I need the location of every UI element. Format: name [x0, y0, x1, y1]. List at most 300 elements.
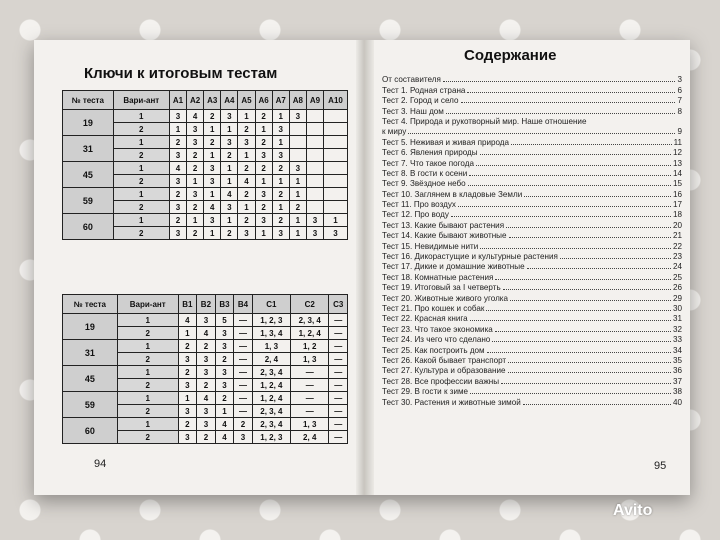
answer-cell: 2 — [238, 188, 255, 201]
toc-leader-dots — [560, 258, 671, 259]
toc-entry-title: Тест 26. Какой бывает транспорт — [382, 355, 507, 365]
answer-cell: 3 — [178, 431, 197, 444]
toc-leader-dots — [480, 154, 671, 155]
column-header: № теста — [63, 295, 118, 314]
answer-cell: 2 — [169, 136, 186, 149]
answer-cell: 2 — [215, 353, 234, 366]
toc-entry — [382, 261, 682, 271]
answer-cell — [324, 123, 348, 136]
variant-cell: 1 — [117, 340, 178, 353]
answer-cell: — — [329, 353, 348, 366]
answer-cell: 1 — [272, 201, 289, 214]
table-row — [63, 314, 348, 327]
toc-leader-dots — [446, 113, 676, 114]
toc-leader-dots — [470, 320, 671, 321]
answer-cell: 4 — [169, 162, 186, 175]
toc-leader-dots — [467, 92, 675, 93]
test-number-cell: 45 — [63, 162, 114, 188]
answer-cell — [306, 188, 323, 201]
toc-leader-dots — [508, 372, 671, 373]
variant-cell: 2 — [113, 201, 169, 214]
test-number-cell: 31 — [63, 136, 114, 162]
answer-cell: 2 — [187, 227, 204, 240]
answer-cell: 4 — [204, 201, 221, 214]
answer-cell: 1 — [221, 162, 238, 175]
test-number-cell: 45 — [63, 366, 118, 392]
column-header: В2 — [197, 295, 216, 314]
answer-cell — [289, 149, 306, 162]
answer-cell: 3 — [197, 353, 216, 366]
answer-cell: 1 — [289, 188, 306, 201]
toc-entry-title: Тест 21. Про кошек и собак — [382, 303, 485, 313]
answer-cell — [324, 149, 348, 162]
answer-cell: 1 — [255, 123, 272, 136]
answer-cell: 3 — [178, 353, 197, 366]
answer-cell: 1 — [255, 227, 272, 240]
variant-cell: 2 — [113, 149, 169, 162]
answer-cell: 3 — [255, 188, 272, 201]
answer-cell: 1, 2, 3 — [252, 314, 290, 327]
answer-cell: 2 — [221, 227, 238, 240]
variant-cell: 1 — [113, 110, 169, 123]
answer-cell: — — [234, 392, 253, 405]
table-row — [63, 366, 348, 379]
variant-cell: 1 — [117, 366, 178, 379]
answer-cell: 3 — [215, 379, 234, 392]
answer-cell: 3 — [169, 110, 186, 123]
answer-cell: 3 — [215, 340, 234, 353]
answer-cell: 2, 3, 4 — [291, 314, 329, 327]
toc-entry — [382, 344, 682, 354]
answer-cell: 2 — [187, 162, 204, 175]
toc-entry — [382, 84, 682, 94]
answer-cell: 1 — [272, 175, 289, 188]
answer-cell: 3 — [169, 227, 186, 240]
answer-cell: 1 — [178, 327, 197, 340]
toc-leader-dots — [511, 144, 672, 145]
column-header: В1 — [178, 295, 197, 314]
table-row — [63, 110, 348, 123]
toc-entry-page: 34 — [672, 345, 682, 355]
toc-entry — [382, 323, 682, 333]
answer-cell: — — [329, 327, 348, 340]
toc-entry-page: 20 — [672, 220, 682, 230]
variant-cell: 1 — [113, 136, 169, 149]
answer-cell: 3 — [221, 136, 238, 149]
toc-entry — [382, 95, 682, 105]
avito-watermark: Avito — [613, 502, 653, 519]
answer-cell: — — [234, 379, 253, 392]
column-header: А3 — [204, 91, 221, 110]
answer-cell: 3 — [187, 188, 204, 201]
answer-cell — [289, 123, 306, 136]
answer-cell: — — [329, 431, 348, 444]
toc-leader-dots — [487, 352, 671, 353]
answer-cell: 1, 3 — [252, 340, 290, 353]
column-header: А4 — [221, 91, 238, 110]
toc-entry-page: 12 — [672, 148, 682, 158]
variant-cell: 2 — [113, 175, 169, 188]
toc-entry-title: Тест 24. Из чего что сделано — [382, 335, 491, 345]
answer-cell: 1 — [187, 214, 204, 227]
toc-leader-dots — [492, 341, 671, 342]
toc-entry — [382, 219, 682, 229]
answer-cell: 3 — [289, 110, 306, 123]
table-header-row — [63, 91, 348, 110]
toc-entry-page: 25 — [672, 272, 682, 282]
toc-entry — [382, 147, 682, 157]
answer-cell: — — [329, 366, 348, 379]
toc-entry-title: Тест 29. В гости к зиме — [382, 387, 469, 397]
toc-entry-page: 6 — [677, 85, 682, 95]
test-number-cell: 59 — [63, 392, 118, 418]
toc-entry-page: 15 — [672, 179, 682, 189]
toc-entry — [382, 188, 682, 198]
toc-entry — [382, 178, 682, 188]
answer-cell: 3 — [187, 136, 204, 149]
answer-cell: 1 — [204, 123, 221, 136]
answer-cell: 3 — [221, 201, 238, 214]
answer-cell: 3 — [169, 149, 186, 162]
answer-cell: 2 — [255, 162, 272, 175]
answer-cell: 3 — [306, 227, 323, 240]
toc-entry-title: Тест 9. Звёздное небо — [382, 179, 466, 189]
toc-entry-page: 40 — [672, 397, 682, 407]
answer-cell: 3 — [178, 379, 197, 392]
test-number-cell: 19 — [63, 314, 118, 340]
answer-cell: 3 — [272, 123, 289, 136]
answer-cell: 1 — [221, 214, 238, 227]
toc-entry — [382, 313, 682, 323]
answer-cell: 2 — [178, 340, 197, 353]
answer-cell: 1 — [215, 405, 234, 418]
toc-entry — [382, 168, 682, 178]
variant-cell: 1 — [117, 314, 178, 327]
answer-cell: 1 — [324, 214, 348, 227]
toc-entry-title: Тест 11. Про воздух — [382, 200, 456, 210]
answer-cell: 2 — [197, 379, 216, 392]
column-header: А9 — [306, 91, 323, 110]
answer-cell: 3 — [215, 327, 234, 340]
column-header: А2 — [187, 91, 204, 110]
answer-cell: 3 — [238, 227, 255, 240]
answer-cell: 1 — [272, 136, 289, 149]
toc-entry-title: Тест 5. Неживая и живая природа — [382, 137, 510, 147]
answer-keys-table-bc — [62, 294, 348, 444]
page-number-left: 94 — [94, 458, 107, 470]
answer-cell: 2 — [255, 110, 272, 123]
toc-entry — [382, 126, 682, 136]
toc-entry — [382, 157, 682, 167]
toc-entry-title: Тест 15. Невидимые нити — [382, 241, 479, 251]
answer-keys-table-a — [62, 90, 348, 240]
answer-cell — [324, 175, 348, 188]
toc-entry-title: Тест 2. Город и село — [382, 96, 459, 106]
answer-cell: 3 — [169, 175, 186, 188]
test-number-cell: 31 — [63, 340, 118, 366]
answer-cell: 2, 4 — [252, 353, 290, 366]
answer-cell: 1, 2, 4 — [252, 379, 290, 392]
answer-cell: 2 — [234, 418, 253, 431]
answer-cell: 2 — [197, 431, 216, 444]
toc-leader-dots — [503, 289, 671, 290]
answer-cell: — — [291, 405, 329, 418]
answer-cell: 1 — [272, 110, 289, 123]
toc-entry-page: 38 — [672, 387, 682, 397]
answer-cell: 1, 3 — [291, 418, 329, 431]
table-row — [63, 188, 348, 201]
answer-cell: 3 — [187, 123, 204, 136]
toc-entry — [382, 230, 682, 240]
answer-cell: 1 — [204, 227, 221, 240]
column-header: В3 — [215, 295, 234, 314]
toc-entry-page: 14 — [672, 168, 682, 178]
toc-leader-dots — [468, 185, 671, 186]
toc-entry — [382, 396, 682, 406]
answer-cell: 2 — [204, 136, 221, 149]
toc-leader-dots — [469, 175, 671, 176]
answer-cell: 4 — [178, 314, 197, 327]
column-header: А10 — [324, 91, 348, 110]
answer-cell: 2 — [238, 123, 255, 136]
answer-cell: 3 — [178, 405, 197, 418]
table-row — [63, 136, 348, 149]
answer-cell: 1 — [238, 110, 255, 123]
answer-cell: 2 — [238, 214, 255, 227]
answer-cell: 2 — [178, 418, 197, 431]
answer-cell: 1, 2, 4 — [291, 327, 329, 340]
toc-leader-dots — [480, 248, 671, 249]
toc-entry-page: 16 — [672, 189, 682, 199]
toc-entry-title: Тест 6. Явления природы — [382, 148, 478, 158]
toc-entry-title: Тест 22. Красная книга — [382, 314, 468, 324]
answer-cell — [306, 123, 323, 136]
answer-cell: 2 — [272, 162, 289, 175]
toc-leader-dots — [408, 133, 675, 134]
toc-entry-title: Тест 27. Культура и образование — [382, 366, 506, 376]
variant-cell: 2 — [117, 327, 178, 340]
answer-cell: 3 — [197, 418, 216, 431]
column-header: А5 — [238, 91, 255, 110]
open-book — [34, 40, 690, 495]
answer-cell: — — [234, 340, 253, 353]
toc-entry-page: 36 — [672, 366, 682, 376]
toc-leader-dots — [506, 227, 671, 228]
toc-entry-page: 30 — [672, 303, 682, 313]
answer-cell: 3 — [234, 431, 253, 444]
toc-entry-page: 29 — [672, 293, 682, 303]
toc-entry-page: 3 — [677, 75, 682, 85]
answer-cell — [324, 201, 348, 214]
answer-cell — [306, 136, 323, 149]
toc-entry — [382, 199, 682, 209]
toc-leader-dots — [495, 279, 671, 280]
variant-cell: 1 — [117, 392, 178, 405]
toc-entry — [382, 292, 682, 302]
answer-cell — [289, 136, 306, 149]
table-row — [63, 162, 348, 175]
answer-cell: — — [291, 379, 329, 392]
toc-entry-page: 13 — [672, 158, 682, 168]
answer-cell: — — [234, 405, 253, 418]
answer-cell: 2 — [221, 149, 238, 162]
table-row — [63, 214, 348, 227]
answer-cell: 3 — [289, 162, 306, 175]
toc-leader-dots — [508, 362, 671, 363]
answer-cell — [306, 201, 323, 214]
toc-entry — [382, 355, 682, 365]
answer-cell: 1 — [204, 188, 221, 201]
answer-cell: 1, 2 — [291, 340, 329, 353]
answer-cell: 2 — [204, 110, 221, 123]
toc-entry — [382, 271, 682, 281]
toc-entry-page: 32 — [672, 324, 682, 334]
answer-cell: 2, 3, 4 — [252, 418, 290, 431]
answer-cell — [324, 188, 348, 201]
toc-entry — [382, 386, 682, 396]
answer-keys-title: Ключи к итоговым тестам — [84, 65, 278, 82]
variant-cell: 2 — [117, 379, 178, 392]
answer-cell: — — [329, 392, 348, 405]
answer-cell: 1, 3, 4 — [252, 327, 290, 340]
answer-cell: 3 — [197, 366, 216, 379]
toc-leader-dots — [510, 300, 671, 301]
answer-cell: 1 — [221, 175, 238, 188]
answer-cell: 2 — [255, 201, 272, 214]
answer-cell: 4 — [187, 110, 204, 123]
toc-entry — [382, 251, 682, 261]
answer-cell: — — [329, 340, 348, 353]
toc-entry-title: Тест 28. Все профессии важны — [382, 376, 500, 386]
toc-entry-title: Тест 10. Заглянем в кладовые Земли — [382, 189, 523, 199]
variant-cell: 1 — [113, 162, 169, 175]
column-header: № теста — [63, 91, 114, 110]
toc-entry-title: Тест 23. Что такое экономика — [382, 324, 493, 334]
toc-entry — [382, 375, 682, 385]
test-number-cell: 60 — [63, 418, 118, 444]
answer-cell: — — [291, 366, 329, 379]
answer-cell: 1 — [289, 214, 306, 227]
answer-cell — [306, 110, 323, 123]
toc-entry-page: 24 — [672, 262, 682, 272]
column-header: А8 — [289, 91, 306, 110]
answer-cell: 3 — [221, 110, 238, 123]
answer-cell: 2 — [187, 201, 204, 214]
right-page — [374, 40, 690, 495]
answer-cell: 3 — [169, 201, 186, 214]
answer-cell: 2, 4 — [291, 431, 329, 444]
toc-entry-page: 18 — [672, 210, 682, 220]
answer-cell: 3 — [204, 175, 221, 188]
answer-cell: — — [329, 379, 348, 392]
column-header: Вари-ант — [113, 91, 169, 110]
answer-cell: 1 — [187, 175, 204, 188]
answer-cell: 3 — [204, 214, 221, 227]
toc-leader-dots — [458, 206, 671, 207]
answer-cell: 2, 3, 4 — [252, 405, 290, 418]
toc-entry-page: 22 — [672, 241, 682, 251]
test-number-cell: 19 — [63, 110, 114, 136]
answer-cell: 1 — [238, 149, 255, 162]
toc-entry-page: 21 — [672, 231, 682, 241]
toc-leader-dots — [443, 81, 676, 82]
answer-cell — [324, 136, 348, 149]
answer-cell: 2 — [215, 392, 234, 405]
toc-leader-dots — [495, 331, 671, 332]
answer-cell: 1, 3 — [291, 353, 329, 366]
toc-entry-title: Тест 20. Животные живого уголка — [382, 293, 509, 303]
book-spine — [356, 40, 374, 495]
answer-cell — [324, 162, 348, 175]
answer-cell: 2 — [272, 214, 289, 227]
variant-cell: 2 — [113, 227, 169, 240]
table-header-row — [63, 295, 348, 314]
variant-cell: 2 — [117, 405, 178, 418]
toc-entry-page: 11 — [673, 137, 682, 147]
toc-entry-title: Тест 14. Какие бывают животные — [382, 231, 507, 241]
answer-cell: 2 — [187, 149, 204, 162]
answer-cell: 2 — [289, 201, 306, 214]
answer-cell: — — [291, 392, 329, 405]
toc-entry — [382, 240, 682, 250]
variant-cell: 1 — [113, 188, 169, 201]
toc-entry — [382, 365, 682, 375]
answer-cell: 2 — [197, 340, 216, 353]
toc-leader-dots — [527, 268, 671, 269]
answer-cell: 3 — [272, 227, 289, 240]
answer-cell: 3 — [204, 162, 221, 175]
answer-cell: 1 — [255, 175, 272, 188]
answer-cell: 1 — [238, 201, 255, 214]
toc-leader-dots — [461, 102, 676, 103]
test-number-cell: 60 — [63, 214, 114, 240]
answer-cell: 4 — [197, 392, 216, 405]
toc-entry-title: Тест 8. В гости к осени — [382, 168, 468, 178]
variant-cell: 1 — [113, 214, 169, 227]
toc-entry — [382, 282, 682, 292]
toc-entry-title: Тест 4. Природа и рукотворный мир. Наше отношение — [382, 116, 587, 126]
answer-cell: 3 — [215, 366, 234, 379]
answer-cell: 1, 2, 3 — [252, 431, 290, 444]
toc-leader-dots — [509, 237, 671, 238]
toc-entry-title: Тест 3. Наш дом — [382, 106, 444, 116]
column-header: А1 — [169, 91, 186, 110]
answer-cell: 2 — [169, 188, 186, 201]
toc-entry — [382, 74, 682, 84]
answer-cell — [306, 149, 323, 162]
table-row — [63, 418, 348, 431]
toc-entry — [382, 334, 682, 344]
toc-entry-title: Тест 7. Что такое погода — [382, 158, 474, 168]
answer-cell: 4 — [197, 327, 216, 340]
toc-entry — [382, 136, 682, 146]
answer-cell: 1 — [289, 175, 306, 188]
toc-entry-page: 9 — [677, 127, 682, 137]
answer-cell: 1 — [289, 227, 306, 240]
answer-cell: 2 — [178, 366, 197, 379]
answer-cell: — — [329, 418, 348, 431]
answer-cell: — — [234, 366, 253, 379]
toc-entry-page: 33 — [672, 335, 682, 345]
answer-cell: — — [234, 353, 253, 366]
answer-cell: — — [329, 405, 348, 418]
toc-entry-page: 17 — [672, 200, 682, 210]
toc-leader-dots — [470, 393, 671, 394]
answer-cell: — — [234, 314, 253, 327]
toc-entry — [382, 303, 682, 313]
answer-cell: 1 — [178, 392, 197, 405]
answer-cell: 1 — [204, 149, 221, 162]
